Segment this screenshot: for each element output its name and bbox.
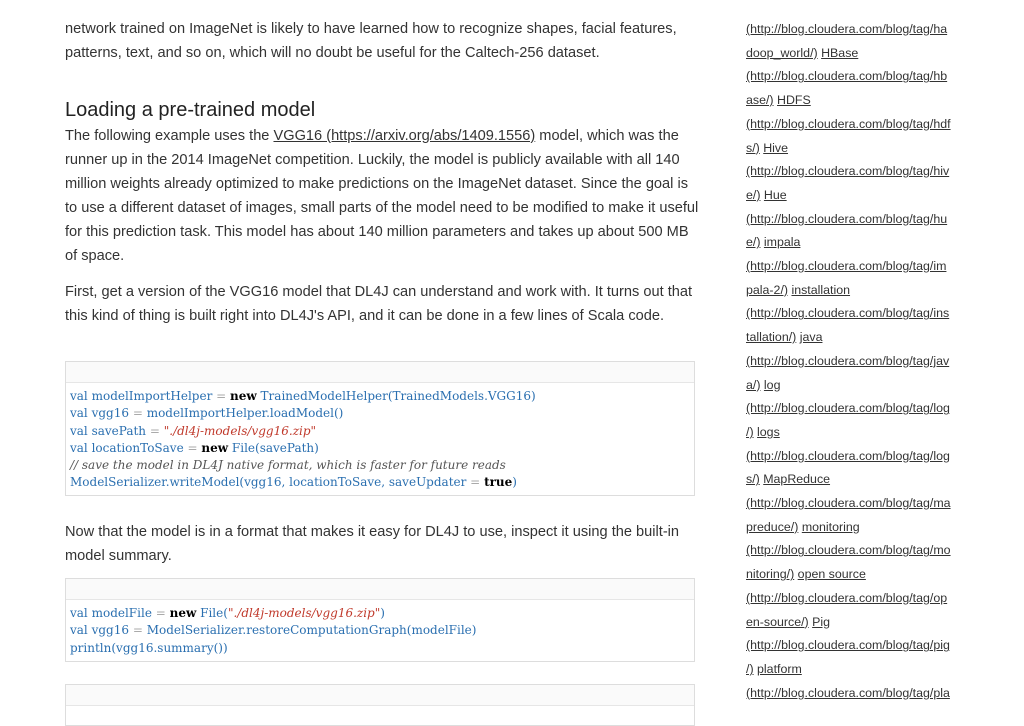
sidebar-tag-line (746, 89, 966, 113)
tag-link[interactable]: open source (797, 567, 866, 582)
sidebar-tag-line (746, 634, 966, 658)
tag-url-link[interactable]: /) (746, 424, 754, 439)
tag-url-link[interactable]: s/) (746, 472, 760, 487)
sidebar-tag-line (746, 539, 966, 563)
tag-url-link[interactable]: (http://blog.cloudera.com/blog/tag/hiv (746, 164, 950, 179)
tag-url-link[interactable]: (http://blog.cloudera.com/blog/tag/ma (746, 496, 951, 511)
sidebar-tag-line (746, 137, 966, 161)
sidebar-tag-line (746, 326, 966, 350)
tag-link[interactable]: Hive (763, 140, 789, 155)
tag-url-link[interactable]: s/) (746, 140, 760, 155)
tag-link[interactable]: platform (757, 661, 802, 676)
paragraph-text: model, which was the runner up in the 2014 ImageNet competition. Luckily, the model is publicly available with all 140 million weights already optimized to make predictions on the ImageNet dataset. Since the goal is to use a different dataset of images, small parts of the model need to be modified to make it useful for this prediction task. This model has about 140 million parameters and takes up about 500 MB of space. (65, 128, 699, 264)
sidebar-tag-line (746, 563, 966, 587)
sidebar-tag-line (746, 255, 966, 279)
vgg16-paper-link[interactable]: VGG16 (https://arxiv.org/abs/1409.1556) (273, 128, 536, 144)
sidebar-tag-line (746, 421, 966, 445)
sidebar-tag-line (746, 350, 966, 374)
sidebar-tag-line (746, 397, 966, 421)
sidebar-tag-line (746, 231, 966, 255)
tag-cloud-sidebar (746, 18, 966, 705)
tag-link[interactable]: MapReduce (763, 472, 831, 487)
sidebar-tag-line (746, 65, 966, 89)
sidebar-tag-line (746, 208, 966, 232)
tag-url-link[interactable]: doop_world/) (746, 45, 818, 60)
tag-url-link[interactable]: (http://blog.cloudera.com/blog/tag/pla (746, 685, 950, 700)
code-block-load-model (65, 361, 695, 496)
tag-link[interactable]: installation (791, 282, 851, 297)
sidebar-tag-line (746, 658, 966, 682)
sidebar-tag-line (746, 302, 966, 326)
sidebar-tag-line (746, 492, 966, 516)
tag-url-link[interactable]: (http://blog.cloudera.com/blog/tag/ha (746, 22, 948, 36)
intro-paragraph: network trained on ImageNet is likely to have learned how to recognize shapes, facial features, patterns, text, and so on, which will no doubt be useful for the Caltech-256 dataset. (65, 21, 677, 61)
tag-link[interactable]: monitoring (801, 519, 860, 534)
sidebar-tag-line (746, 587, 966, 611)
sidebar-tag-line (746, 445, 966, 469)
tag-url-link[interactable]: (http://blog.cloudera.com/blog/tag/ins (746, 306, 950, 321)
code-block-toolbar (66, 579, 694, 600)
sidebar-tag-line (746, 18, 966, 42)
vgg16-paragraph (65, 124, 700, 268)
sidebar-tag-line (746, 516, 966, 540)
tag-url-link[interactable]: e/) (746, 235, 761, 250)
tag-link[interactable]: Hue (763, 187, 787, 202)
sidebar-tag-line (746, 611, 966, 635)
sidebar-tag-line (746, 468, 966, 492)
tag-url-link[interactable]: pala-2/) (746, 282, 789, 297)
tag-url-link[interactable]: e/) (746, 187, 761, 202)
code-block-toolbar (66, 685, 694, 706)
tag-url-link[interactable]: (http://blog.cloudera.com/blog/tag/pig (746, 638, 950, 653)
tag-url-link[interactable]: a/) (746, 377, 761, 392)
tag-url-link[interactable]: (http://blog.cloudera.com/blog/tag/im (746, 259, 947, 274)
tag-url-link[interactable]: preduce/) (746, 519, 799, 534)
tag-link[interactable]: impala (763, 235, 801, 250)
sidebar-tag-line (746, 279, 966, 303)
code-content[interactable]: val modelFile = new File("./dl4j-models/vgg16.zip") val vgg16 = ModelSerializer.restoreComputationGraph(modelFile) println(vgg16.summary()) (70, 606, 477, 655)
tag-link[interactable]: HDFS (777, 93, 811, 108)
paragraph-text: The following example uses the (65, 128, 274, 144)
tag-link[interactable]: java (799, 330, 823, 345)
tag-url-link[interactable]: (http://blog.cloudera.com/blog/tag/op (746, 590, 948, 605)
tag-url-link[interactable]: (http://blog.cloudera.com/blog/tag/log (746, 401, 950, 416)
tag-link[interactable]: HBase (821, 45, 859, 60)
sidebar-tag-line (746, 682, 966, 706)
tag-link[interactable]: logs (757, 424, 780, 439)
tag-url-link[interactable]: /) (746, 661, 754, 676)
tag-link[interactable]: log (763, 377, 781, 392)
tag-url-link[interactable]: en-source/) (746, 614, 809, 629)
tag-url-link[interactable]: ase/) (746, 93, 774, 108)
sidebar-tag-line (746, 160, 966, 184)
tag-url-link[interactable]: (http://blog.cloudera.com/blog/tag/jav (746, 353, 950, 368)
dl4j-paragraph: First, get a version of the VGG16 model that DL4J can understand and work with. It turns out that this kind of thing is built right into DL4J's API, and it can be done in a few lines of Scala code. (65, 284, 693, 324)
tag-url-link[interactable]: (http://blog.cloudera.com/blog/tag/hu (746, 211, 948, 226)
code-block-partial (65, 684, 695, 726)
section-title: Loading a pre-trained model (65, 99, 316, 121)
tag-url-link[interactable]: tallation/) (746, 330, 797, 345)
tag-url-link[interactable]: (http://blog.cloudera.com/blog/tag/mo (746, 543, 951, 558)
sidebar-tag-line (746, 184, 966, 208)
tag-url-link[interactable]: (http://blog.cloudera.com/blog/tag/hb (746, 69, 948, 84)
tag-url-link[interactable]: (http://blog.cloudera.com/blog/tag/log (746, 448, 950, 463)
code-block-toolbar (66, 362, 694, 383)
sidebar-tag-line (746, 42, 966, 66)
sidebar-tag-line (746, 113, 966, 137)
code-content[interactable]: val modelImportHelper = new TrainedModelHelper(TrainedModels.VGG16) val vgg16 = modelImportHelper.loadModel() val savePath = "./dl4j-models/vgg16.zip" val locationToSave = new File(savePath) // save the model in DL4J native format, which is faster for future reads ModelSerializer.writeModel(vgg16, locationToSave, saveUpdater = true) (70, 389, 536, 490)
summary-paragraph: Now that the model is in a format that makes it easy for DL4J to use, inspect it using the built-in model summary. (65, 524, 680, 564)
sidebar-tag-line (746, 374, 966, 398)
code-block-restore-model (65, 578, 695, 662)
tag-url-link[interactable]: (http://blog.cloudera.com/blog/tag/hdf (746, 116, 951, 131)
tag-url-link[interactable]: nitoring/) (746, 567, 795, 582)
tag-link[interactable]: Pig (812, 614, 831, 629)
